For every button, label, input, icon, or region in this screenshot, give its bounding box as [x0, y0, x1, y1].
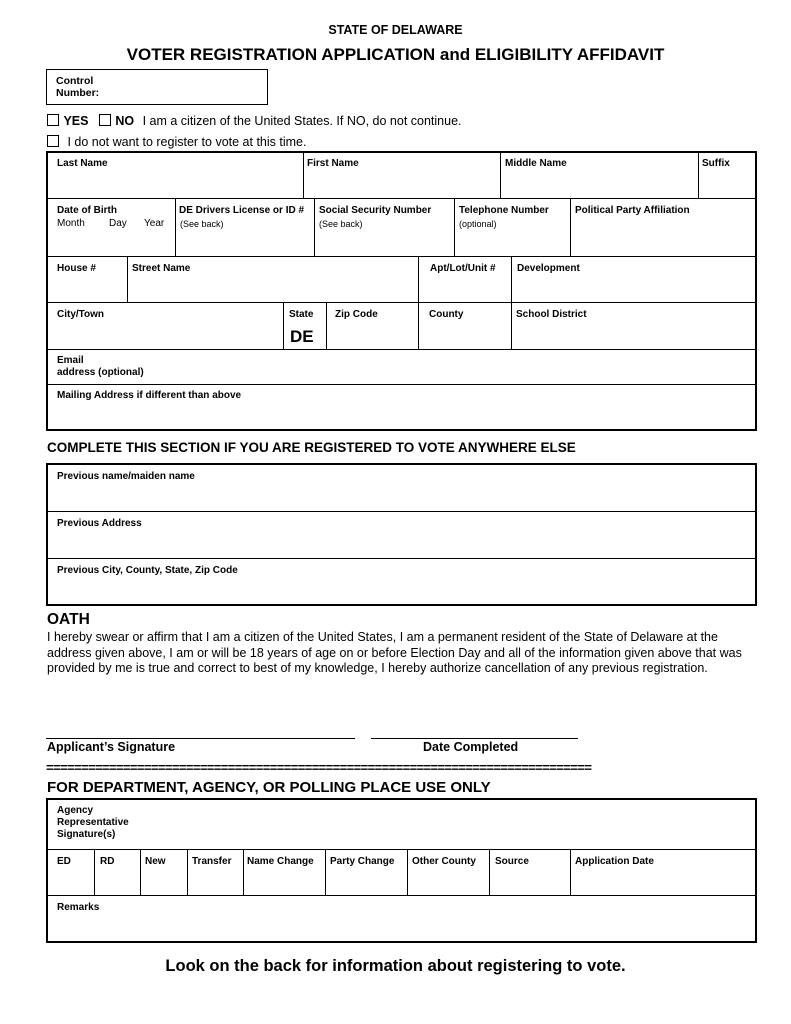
personal-info-grid [46, 151, 757, 431]
previous-section-heading: COMPLETE THIS SECTION IF YOU ARE REGISTERED TO VOTE ANYWHERE ELSE [47, 440, 576, 455]
agency-label-2: Representative [57, 817, 129, 828]
remarks-field[interactable]: Remarks [57, 902, 100, 913]
date-completed-label: Date Completed [423, 740, 519, 754]
ssn-note: (See back) [319, 219, 363, 229]
city-field[interactable]: City/Town [57, 309, 105, 320]
dob-field[interactable]: Date of Birth [57, 205, 117, 216]
zip-field[interactable]: Zip Code [335, 309, 378, 320]
decline-checkbox[interactable] [47, 135, 59, 147]
dob-year: Year [144, 218, 165, 229]
county-field[interactable]: County [429, 309, 464, 320]
school-district-field[interactable]: School District [516, 309, 587, 320]
no-checkbox[interactable] [99, 114, 111, 126]
previous-grid [46, 463, 757, 606]
applicant-signature-label: Applicant’s Signature [47, 740, 176, 754]
email-label-2: address (optional) [57, 367, 144, 378]
footer-note: Look on the back for information about registering to vote. [165, 957, 626, 975]
phone-note: (optional) [459, 219, 497, 229]
new-field[interactable]: New [145, 856, 166, 867]
control-number-field[interactable] [46, 69, 268, 105]
license-field[interactable]: DE Drivers License or ID # [179, 205, 305, 216]
application-date-field[interactable]: Application Date [575, 856, 654, 867]
office-use-heading: FOR DEPARTMENT, AGENCY, OR POLLING PLACE USE ONLY [47, 779, 491, 796]
section-divider: ============================================================================== [46, 760, 592, 775]
party-field[interactable]: Political Party Affiliation [575, 205, 690, 216]
suffix-field[interactable]: Suffix [702, 158, 730, 169]
state-value: DE [290, 327, 314, 346]
party-change-field[interactable]: Party Change [330, 856, 395, 867]
transfer-field[interactable]: Transfer [192, 856, 232, 867]
house-number-field[interactable]: House # [57, 263, 96, 274]
citizenship-question: I am a citizen of the United States. If NO, do not continue. [142, 114, 462, 128]
ed-field[interactable]: ED [57, 856, 71, 867]
yes-label: YES [63, 114, 89, 128]
ssn-field[interactable]: Social Security Number [319, 205, 432, 216]
middle-name-field[interactable]: Middle Name [505, 158, 567, 169]
previous-address-field[interactable]: Previous Address [57, 518, 142, 529]
license-note: (See back) [180, 219, 224, 229]
source-field[interactable]: Source [495, 856, 529, 867]
applicant-signature-line[interactable] [46, 738, 355, 739]
phone-field[interactable]: Telephone Number [459, 205, 549, 216]
agency-signature-field[interactable]: Agency [57, 805, 94, 816]
last-name-field[interactable]: Last Name [57, 158, 108, 169]
office-use-grid [46, 798, 757, 943]
agency-label-3: Signature(s) [57, 829, 116, 840]
apt-field[interactable]: Apt/Lot/Unit # [430, 263, 496, 274]
previous-city-field[interactable]: Previous City, County, State, Zip Code [57, 565, 238, 576]
citizenship-row [47, 112, 462, 130]
form-title: VOTER REGISTRATION APPLICATION and ELIGIBILITY AFFIDAVIT [126, 45, 665, 64]
dob-day: Day [109, 218, 127, 229]
date-completed-line[interactable] [371, 738, 578, 739]
street-name-field[interactable]: Street Name [132, 263, 191, 274]
dob-month: Month [57, 218, 85, 229]
decline-row [47, 133, 306, 151]
no-label: NO [115, 114, 135, 128]
mailing-address-field[interactable]: Mailing Address if different than above [57, 390, 242, 401]
other-county-field[interactable]: Other County [412, 856, 476, 867]
state-field-label: State [289, 309, 314, 320]
oath-title: OATH [47, 611, 90, 628]
state-heading: STATE OF DELAWARE [328, 23, 463, 37]
first-name-field[interactable]: First Name [307, 158, 359, 169]
email-field[interactable]: Email [57, 355, 84, 366]
development-field[interactable]: Development [517, 263, 580, 274]
yes-checkbox[interactable] [47, 114, 59, 126]
control-number-label: Control Number: [56, 75, 100, 99]
oath-text: I hereby swear or affirm that I am a citizen of the United States, I am a permanent resident of the State of Delaware at the address given above, I am or will be 18 years of age on or before Election Day and all of the information given above that was provided by me is true and correct to best of my knowledge, I hereby authorize cancellation of any previous registration. [47, 630, 742, 675]
rd-field[interactable]: RD [100, 856, 115, 867]
name-change-field[interactable]: Name Change [247, 856, 314, 867]
decline-label: I do not want to register to vote at this time. [67, 135, 307, 149]
previous-name-field[interactable]: Previous name/maiden name [57, 471, 195, 482]
